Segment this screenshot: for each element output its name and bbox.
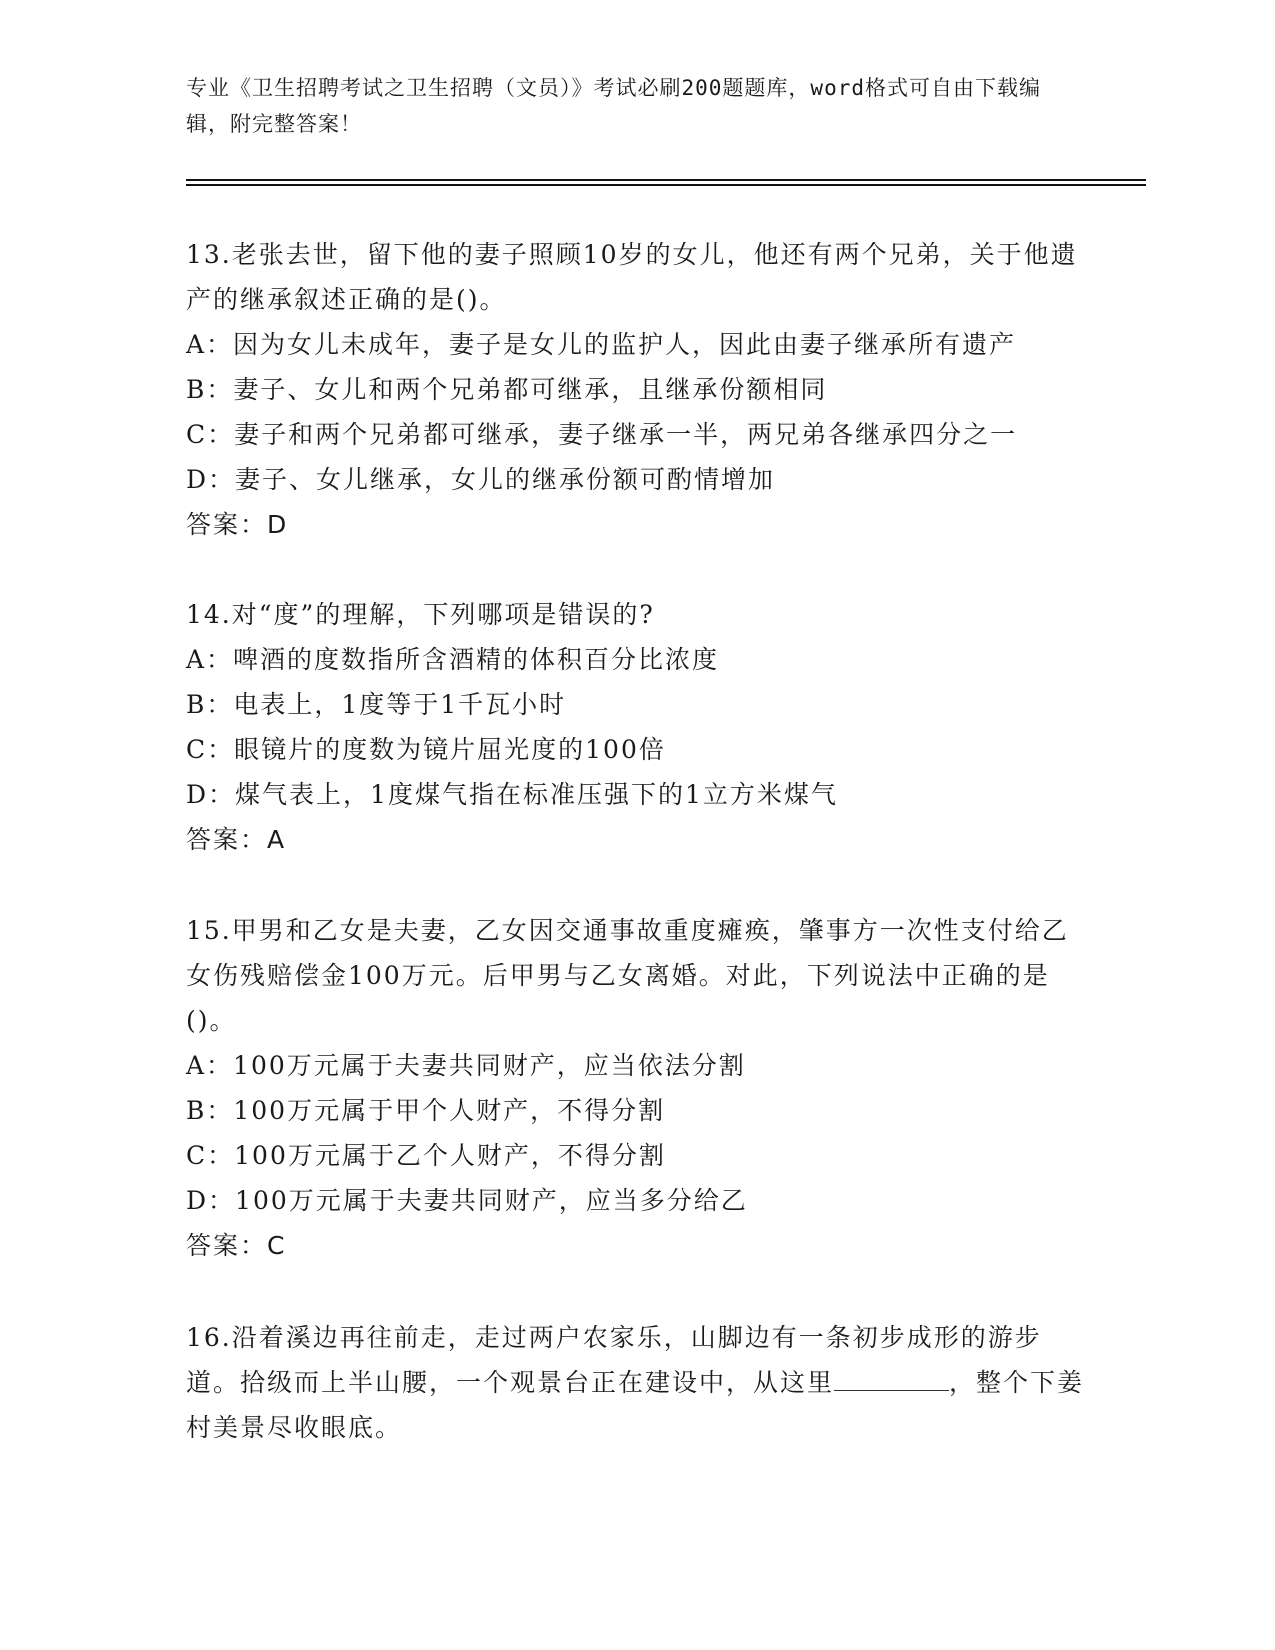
answer: 答案：D [186,510,289,539]
option-a: A：因为女儿未成年，妻子是女儿的监护人，因此由妻子继承所有遗产 [186,330,1017,359]
option-c: C：100万元属于乙个人财产，不得分割 [186,1141,666,1170]
question-16 [186,1315,1086,1450]
answer: 答案：A [186,825,287,854]
option-a: A：100万元属于夫妻共同财产，应当依法分割 [186,1051,746,1080]
question-14 [186,592,1086,862]
stem-before-blank: 16.沿着溪边再往前走，走过两户农家乐，山脚边有一条初步成形的游步道。拾级而上半山腰，一个观景台正在建设中，从这里 [186,1323,1042,1397]
header-divider-bottom [186,184,1146,186]
option-d: D：妻子、女儿继承，女儿的继承份额可酌情增加 [186,465,776,494]
fill-in-blank [834,1362,949,1391]
question-13 [186,232,1086,547]
question-stem [186,1315,1086,1450]
option-c: C：眼镜片的度数为镜片屈光度的100倍 [186,735,666,764]
stem-after-blank: ，整个下姜村美景尽收眼底。 [186,1368,1085,1442]
answer: 答案：C [186,1231,287,1260]
option-b: B：妻子、女儿和两个兄弟都可继承，且继承份额相同 [186,375,828,404]
option-b: B：100万元属于甲个人财产，不得分割 [186,1096,666,1125]
question-15 [186,908,1086,1268]
question-stem: 14.对“度”的理解，下列哪项是错误的? [186,600,655,629]
question-stem: 15.甲男和乙女是夫妻，乙女因交通事故重度瘫痪，肇事方一次性支付给乙女伤残赔偿金100万元。后甲男与乙女离婚。对此，下列说法中正确的是()。 [186,916,1069,1035]
header-divider-top [186,179,1146,181]
document-header: 专业《卫生招聘考试之卫生招聘（文员）》考试必刷200题题库，word格式可自由下载编辑，附完整答案！ [186,76,1041,136]
question-stem: 13.老张去世，留下他的妻子照顾10岁的女儿，他还有两个兄弟，关于他遗产的继承叙述正确的是()。 [186,240,1078,314]
option-c: C：妻子和两个兄弟都可继承，妻子继承一半，两兄弟各继承四分之一 [186,420,1018,449]
option-a: A：啤酒的度数指所含酒精的体积百分比浓度 [186,645,720,674]
option-d: D：100万元属于夫妻共同财产，应当多分给乙 [186,1186,748,1215]
option-b: B：电表上，1度等于1千瓦小时 [186,690,567,719]
option-d: D：煤气表上，1度煤气指在标准压强下的1立方米煤气 [186,780,838,809]
